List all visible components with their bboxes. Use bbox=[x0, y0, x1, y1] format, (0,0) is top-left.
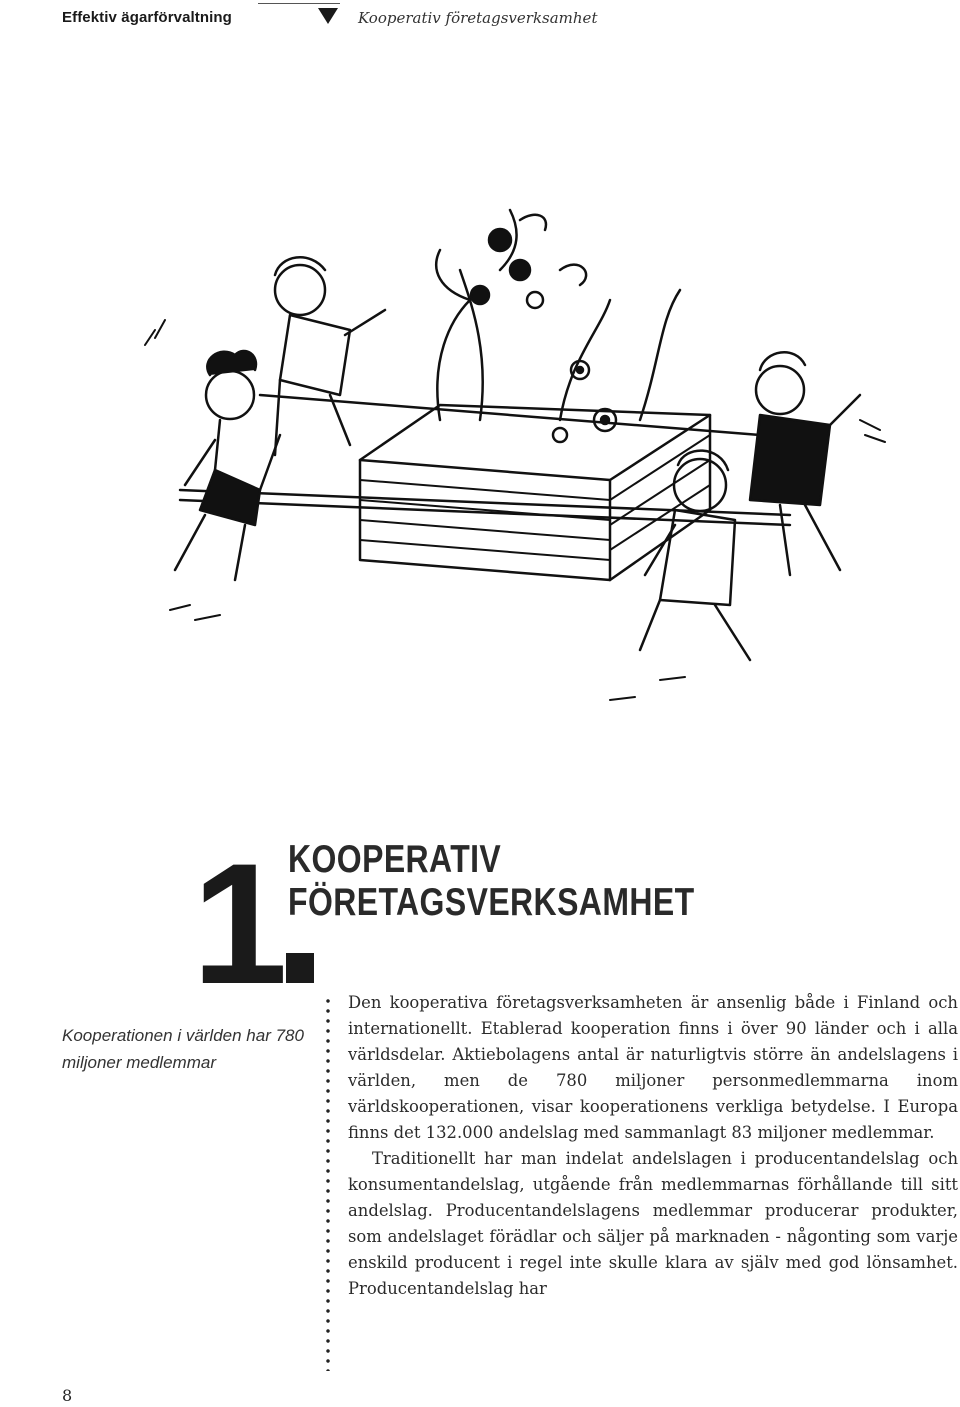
cooperative-illustration bbox=[140, 180, 900, 740]
body-text bbox=[348, 990, 958, 1302]
chapter-number-digit: 1 bbox=[192, 828, 282, 1020]
header-rule bbox=[258, 3, 340, 4]
body-paragraph-1: Den kooperativa företagsverksamheten är ansenlig både i Finland och internationellt. Etablerad kooperation finns i över 90 länder och i alla världsdelar. Aktiebolagens antal är naturligtvis större än andelslagens i världen, men de 780 miljoner personmedlemmarna inom världskooperationen, visar kooperationens verkliga betydelse. I Europa finns det 132.000 andelslag med sammanlagt 83 miljoner medlemmar. bbox=[348, 993, 958, 1142]
running-header-section: Kooperativ företagsverksamhet bbox=[358, 9, 598, 27]
page-number: 8 bbox=[62, 1386, 73, 1405]
dotted-divider bbox=[326, 996, 330, 1371]
chapter-title bbox=[288, 838, 695, 924]
margin-note: Kooperationen i världen har 780 miljoner medlemmar bbox=[62, 1026, 304, 1072]
chapter-number-period bbox=[286, 953, 314, 983]
chapter-title-line-2: FÖRETAGSVERKSAMHET bbox=[288, 881, 695, 924]
running-header-title: Effektiv ägarförvaltning bbox=[62, 9, 232, 26]
triangle-marker-icon bbox=[318, 8, 338, 24]
body-paragraph-2: Traditionellt har man indelat andelslagen i producentandelslag och konsumentandelslag, utgående från medlemmarnas förhållande till sitt andelslag. Producentandelslagens medlemmar producerar produkter, som andelslaget förädlar och säljer på marknaden - någonting som varje enskild producent i regel inte skulle klara av själv med god lönsamhet. Producentandelslag har bbox=[348, 1149, 958, 1298]
chapter-title-line-1: KOOPERATIV bbox=[288, 838, 502, 881]
